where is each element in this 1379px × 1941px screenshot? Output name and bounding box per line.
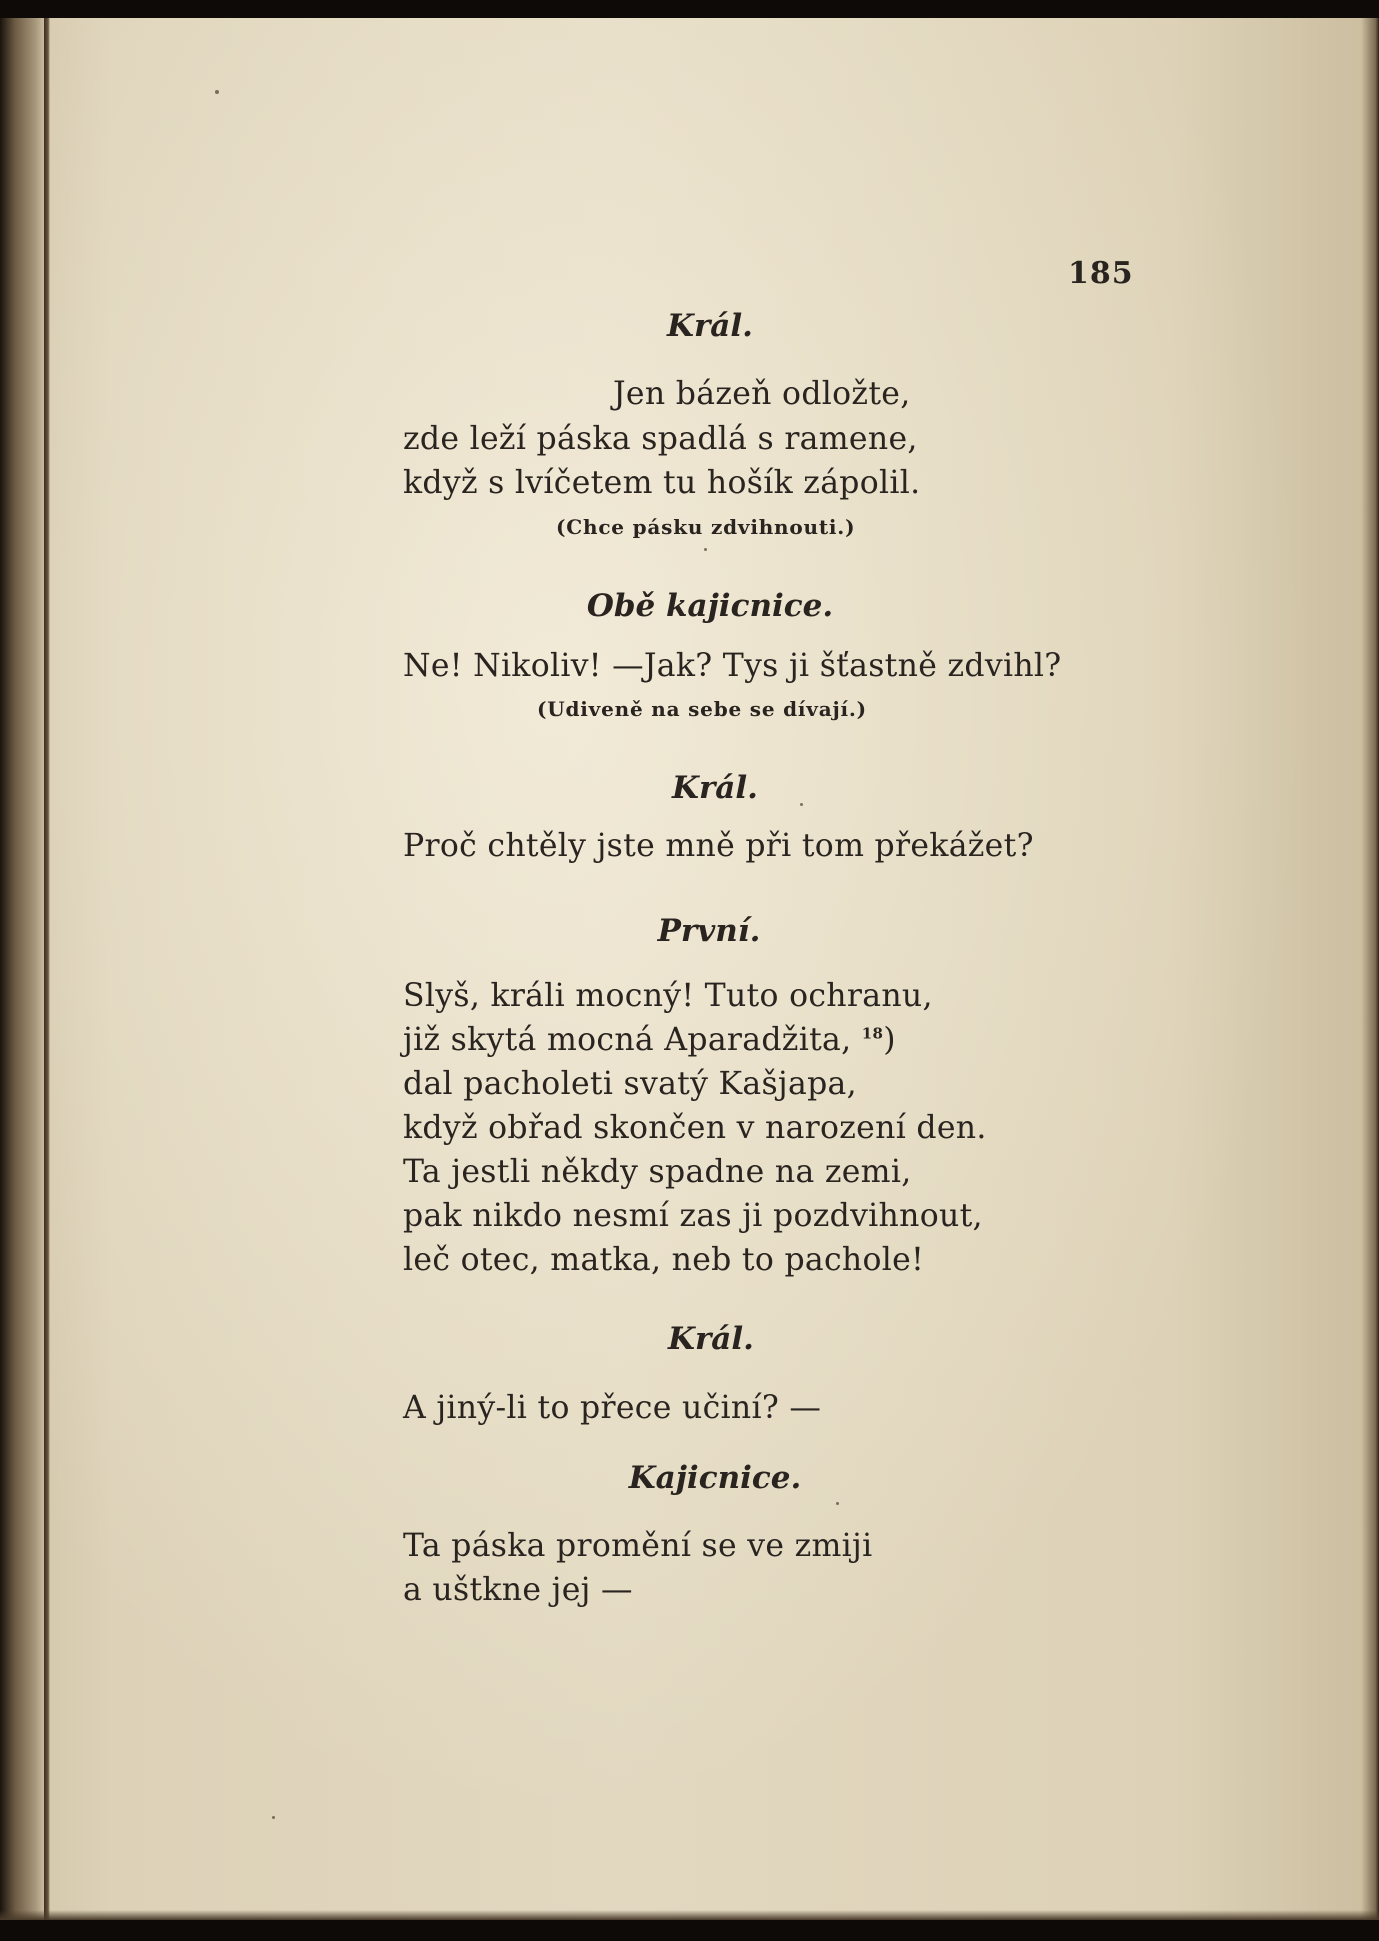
book-spine-line (44, 18, 50, 1920)
verse-line: pak nikdo nesmí zas ji pozdvihnout, (403, 1198, 983, 1234)
page-bottom-edge (0, 1910, 1379, 1920)
speaker-heading: První. (657, 913, 761, 949)
verse-line: Slyš, králi mocný! Tuto ochranu, (403, 978, 933, 1014)
speaker-heading: Král. (672, 770, 758, 806)
speaker-heading: Obě kajicnice. (586, 588, 834, 624)
verse-line: Jen bázeň odložte, (613, 376, 911, 412)
verse-line: Ta páska promění se ve zmiji (403, 1528, 873, 1564)
page-number: 185 (1068, 256, 1134, 291)
verse-line-text: již skytá mocná Aparadžita, (403, 1022, 852, 1058)
paper-speck (272, 1816, 275, 1819)
footnote-reference[interactable]: 18 (861, 1024, 884, 1043)
verse-line: Ta jestli někdy spadne na zemi, (403, 1154, 912, 1190)
verse-line: když obřad skončen v narození den. (403, 1110, 987, 1146)
stage-direction: (Udiveně na sebe se dívají.) (537, 697, 867, 721)
verse-line: a uštkne jej — (403, 1572, 633, 1608)
stage-direction: (Chce pásku zdvihnouti.) (556, 515, 856, 539)
paper-speck (836, 1502, 839, 1505)
verse-line: dal pacholeti svatý Kašjapa, (403, 1066, 857, 1102)
paper-speck (704, 548, 707, 551)
verse-line: leč otec, matka, neb to pachole! (403, 1242, 925, 1278)
book-page (0, 18, 1379, 1920)
verse-line: A jiný-li to přece učiní? — (403, 1390, 822, 1426)
paper-speck (215, 90, 219, 94)
verse-line: Ne! Nikoliv! —Jak? Tys ji šťastně zdvihl? (403, 648, 1062, 684)
page-gutter-shadow (0, 18, 44, 1920)
speaker-heading: Král. (668, 1321, 754, 1357)
footnote-paren: ) (883, 1022, 896, 1058)
speaker-heading: Kajicnice. (628, 1460, 802, 1496)
verse-line (403, 1022, 896, 1058)
verse-line: Proč chtěly jste mně při tom překážet? (403, 828, 1034, 864)
verse-line: zde leží páska spadlá s ramene, (403, 421, 918, 457)
verse-line: když s lvíčetem tu hošík zápolil. (403, 465, 921, 501)
page-right-edge (1361, 18, 1379, 1920)
speaker-heading: Král. (667, 308, 753, 344)
